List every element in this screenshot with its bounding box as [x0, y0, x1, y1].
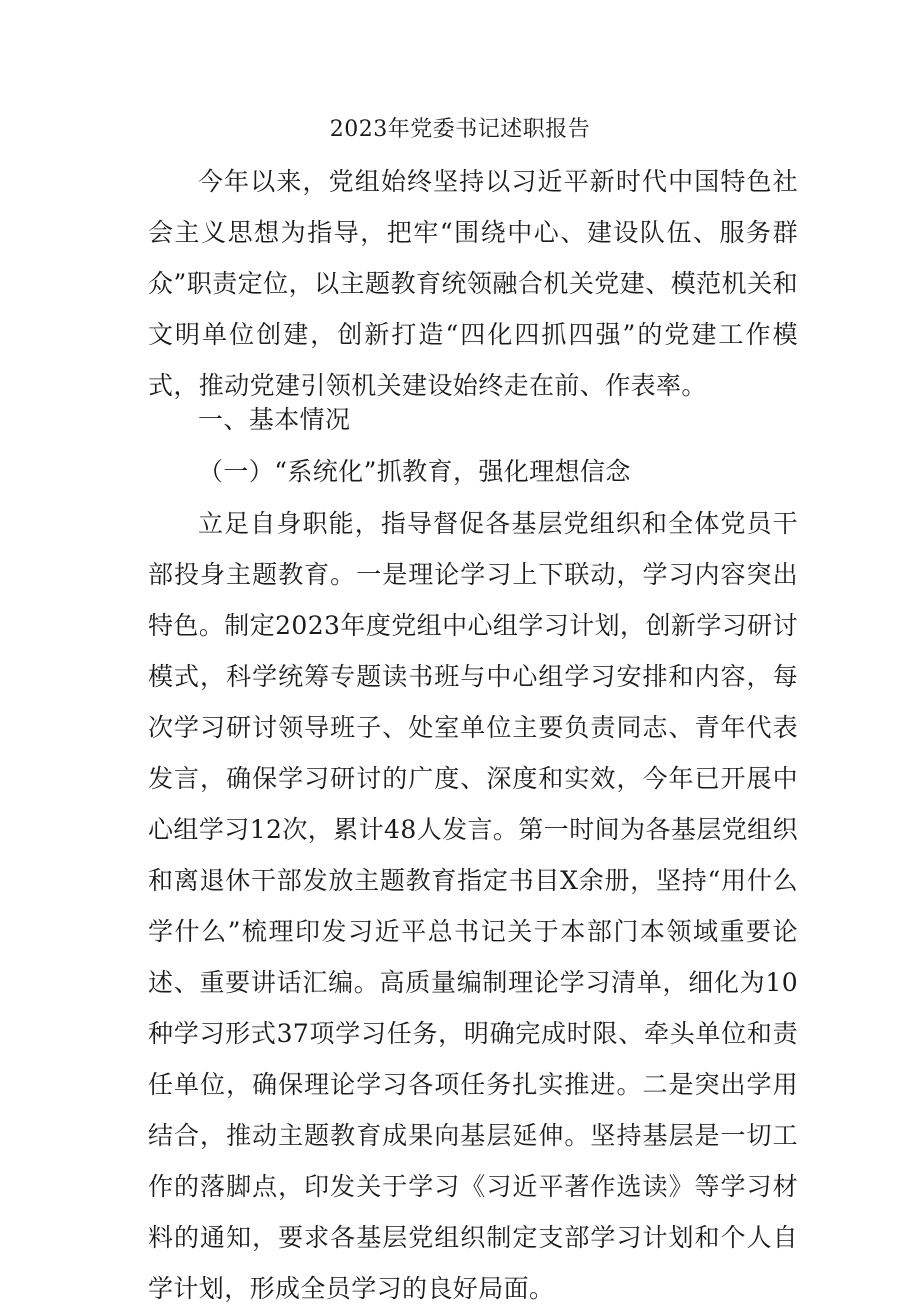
subsection-heading: （一）“系统化”抓教育，强化理想信念	[198, 457, 631, 486]
body-paragraph: 立足自身职能，指导督促各基层党组织和全体党员干部投身主题教育。一是理论学习上下联动，学习内容突出特色。制定2023年度党组中心组学习计划，创新学习研讨模式，科学统筹专题读书班与中心组学习安排和内容，每次学习研讨领导班子、处室单位主要负责同志、青年代表发言，确保学习研讨的广度、深度和实效，今年已开展中心组学习12次，累计48人发言。第一时间为各基层党组织和离退休干部发放主题教育指定书目X余册，坚持“用什么学什么”梳理印发习近平总书记关于本部门本领域重要论述、重要讲话汇编。高质量编制理论学习清单，细化为10种学习形式37项学习任务，明确完成时限、牵头单位和责任单位，确保理论学习各项任务扎实推进。二是突出学用结合，推动主题教育成果向基层延伸。坚持基层是一切工作的落脚点，印发关于学习《习近平著作选读》等学习材料的通知，要求各基层党组织制定支部学习计划和个人自学计划，形成全员学习的良好局面。	[148, 509, 798, 1303]
section-heading: 一、基本情况	[198, 405, 351, 434]
intro-paragraph: 今年以来，党组始终坚持以习近平新时代中国特色社会主义思想为指导，把牢“围绕中心、建设队伍、服务群众”职责定位，以主题教育统领融合机关党建、模范机关和文明单位创建，创新打造“四化四抓四强”的党建工作模式，推动党建引领机关建设始终走在前、作表率。	[148, 167, 798, 400]
document-title: 2023年党委书记述职报告	[329, 117, 591, 142]
